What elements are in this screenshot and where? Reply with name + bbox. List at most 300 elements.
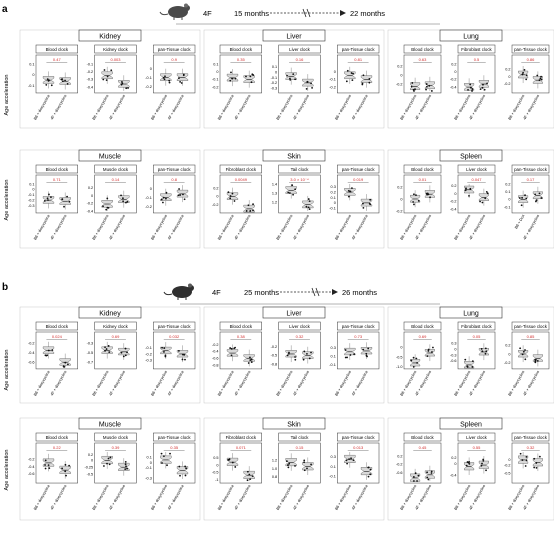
tissue-title: Liver xyxy=(286,33,302,41)
clock-name: pan-Tissue clock xyxy=(157,167,191,172)
clock-name: Fibroblast clock xyxy=(225,167,257,172)
data-point xyxy=(352,73,354,75)
p-value: 0.15 xyxy=(295,445,304,450)
clock-subplot xyxy=(271,45,321,121)
tissue-title: Muscle xyxy=(98,153,122,161)
data-point xyxy=(367,467,369,469)
data-point xyxy=(524,194,526,196)
data-point xyxy=(536,467,538,469)
y-tick-label: 0.2 xyxy=(505,67,511,72)
data-point xyxy=(252,475,254,477)
y-tick-label: -0.6 xyxy=(449,359,457,364)
data-point xyxy=(413,357,415,359)
clock-subplot xyxy=(271,322,321,397)
data-point xyxy=(229,80,231,82)
y-tick-label: 0.2 xyxy=(505,182,511,187)
y-tick-label: -0.1 xyxy=(145,345,152,350)
x-category-label: 4F + doxycycline xyxy=(167,484,185,511)
data-point xyxy=(247,479,249,481)
data-point xyxy=(484,89,486,91)
y-tick-label: 1.3 xyxy=(271,191,278,196)
timeline-end: 26 months xyxy=(342,288,378,297)
p-value: 0.071 xyxy=(235,445,246,450)
clock-subplot xyxy=(329,322,379,397)
data-point xyxy=(309,200,311,202)
x-category-label: B6 + doxycycline xyxy=(217,213,235,241)
x-category-label: 4F + doxycycline xyxy=(522,484,541,511)
clock-subplot xyxy=(87,165,137,241)
y-tick-label: -0.2 xyxy=(211,342,219,347)
clock-name: Blood clock xyxy=(45,435,69,440)
data-point xyxy=(45,468,47,470)
tissue-title: Skin xyxy=(287,153,301,161)
data-point xyxy=(303,351,305,353)
y-tick-label: -0.3 xyxy=(449,353,457,358)
clock-subplot xyxy=(28,433,78,511)
data-point xyxy=(106,198,108,200)
y-tick-label: -0.2 xyxy=(270,81,278,86)
x-category-label: B6 + doxycycline xyxy=(275,369,294,397)
data-point xyxy=(309,358,311,360)
data-point xyxy=(522,74,524,76)
data-point xyxy=(526,459,528,461)
data-point xyxy=(310,83,312,85)
data-point xyxy=(230,71,232,73)
p-value: 0.47 xyxy=(52,57,61,62)
data-point xyxy=(288,352,290,354)
p-value: 0.047 xyxy=(471,177,482,182)
y-tick-label: -0.5 xyxy=(270,353,278,358)
data-point xyxy=(485,469,487,471)
y-tick-label: -0.1 xyxy=(145,195,152,200)
data-point xyxy=(166,464,168,466)
data-point xyxy=(69,201,71,203)
data-point xyxy=(311,87,313,89)
clock-subplot xyxy=(212,433,262,511)
data-point xyxy=(178,466,180,468)
clock-name: Blood clock xyxy=(229,324,253,329)
clock-subplot xyxy=(28,165,78,241)
data-point xyxy=(182,359,184,361)
data-point xyxy=(64,362,66,364)
y-tick-label: 0 xyxy=(400,197,403,202)
data-point xyxy=(106,463,108,465)
timeline-label: 4F xyxy=(203,9,212,18)
data-point xyxy=(294,465,296,467)
data-point xyxy=(307,81,309,83)
x-category-label: B6 + doxycycline xyxy=(334,93,353,121)
data-point xyxy=(181,82,183,84)
tissue-group-liver xyxy=(204,307,384,403)
data-point xyxy=(166,192,168,194)
y-tick-label: 0.1 xyxy=(330,195,336,200)
clock-name: Liver clock xyxy=(466,167,487,172)
clock-subplot xyxy=(450,45,495,121)
data-point xyxy=(481,350,483,352)
data-point xyxy=(163,77,165,79)
y-tick-label: -0.4 xyxy=(449,473,457,478)
clock-name: Blood clock xyxy=(45,47,69,52)
data-point xyxy=(306,467,308,469)
data-point xyxy=(470,87,472,89)
data-point xyxy=(287,192,289,194)
data-point xyxy=(44,200,46,202)
data-point xyxy=(67,363,69,365)
data-point xyxy=(368,476,370,478)
data-point xyxy=(351,79,353,81)
tissue-group-spleen xyxy=(388,150,554,248)
y-tick-label: -0.5 xyxy=(211,470,219,475)
clock-name: Kidney clock xyxy=(103,47,128,52)
p-value: 0.32 xyxy=(295,334,304,339)
p-value: 0.05 xyxy=(472,334,481,339)
y-tick-label: -1.0 xyxy=(395,365,403,370)
clock-name: Fibroblast clock xyxy=(225,435,257,440)
p-value: 0.35 xyxy=(170,445,179,450)
data-point xyxy=(185,475,187,477)
data-point xyxy=(169,453,171,455)
data-point xyxy=(108,458,110,460)
y-tick-label: -0.1 xyxy=(329,363,336,368)
y-tick-label: -0.5 xyxy=(395,355,403,360)
data-point xyxy=(427,192,429,194)
x-category-label: B6 + doxycycline xyxy=(150,213,169,241)
data-point xyxy=(418,200,420,202)
p-value: 0.45 xyxy=(418,445,427,450)
data-point xyxy=(46,354,48,356)
data-point xyxy=(106,79,108,81)
y-tick-label: -0.2 xyxy=(211,85,219,90)
x-category-label: 4F + doxycycline xyxy=(351,484,369,511)
data-point xyxy=(249,478,251,480)
p-value: 0.019 xyxy=(353,177,364,182)
data-point xyxy=(535,462,537,464)
x-category-label: B6 + doxycycline xyxy=(91,213,110,241)
data-point xyxy=(185,467,187,469)
p-value: 0.81 xyxy=(354,57,363,62)
data-point xyxy=(362,349,364,351)
clock-subplot xyxy=(329,433,379,511)
data-point xyxy=(184,198,186,200)
clock-subplot xyxy=(504,165,549,241)
data-point xyxy=(248,362,250,364)
p-value: 0.35 xyxy=(236,57,245,62)
clock-name: pan-Tissue clock xyxy=(341,324,375,329)
x-category-label: B6 + doxycycline xyxy=(399,93,418,121)
data-point xyxy=(251,73,253,75)
data-point xyxy=(291,184,293,186)
y-tick-label: -0.6 xyxy=(211,356,219,361)
y-tick-label: -0.5 xyxy=(503,471,511,476)
data-point xyxy=(161,453,163,455)
data-point xyxy=(367,348,369,350)
tissue-group-spleen xyxy=(388,418,554,520)
p-value: 0.55 xyxy=(472,445,481,450)
timeline-end: 22 months xyxy=(350,9,386,18)
y-tick-label: -0.1 xyxy=(27,83,35,88)
data-point xyxy=(413,193,415,195)
data-point xyxy=(127,87,129,89)
tissue-group-muscle xyxy=(20,150,200,248)
y-tick-label: -0.4 xyxy=(86,85,94,90)
data-point xyxy=(418,475,420,477)
y-tick-label: -0.3 xyxy=(145,476,152,481)
data-point xyxy=(415,358,417,360)
data-point xyxy=(481,87,483,89)
data-point xyxy=(178,194,180,196)
y-tick-label: -0.1 xyxy=(145,75,152,80)
x-category-label: 4F + doxycycline xyxy=(351,213,369,241)
data-point xyxy=(480,88,482,90)
data-point xyxy=(534,361,536,363)
tissue-group-liver xyxy=(204,30,384,128)
y-tick-label: 0.1 xyxy=(146,455,152,460)
clock-name: Blood clock xyxy=(45,324,69,329)
data-point xyxy=(306,353,308,355)
tissue-title: Kidney xyxy=(99,33,121,41)
clock-subplot xyxy=(504,433,549,511)
y-tick-label: -0.2 xyxy=(503,463,511,468)
data-point xyxy=(427,479,429,481)
data-point xyxy=(522,353,524,355)
data-point xyxy=(536,199,538,201)
clock-subplot xyxy=(87,322,137,397)
data-point xyxy=(65,464,67,466)
data-point xyxy=(481,463,483,465)
data-point xyxy=(45,354,47,356)
data-point xyxy=(522,72,524,74)
x-category-label: B6 + doxycycline xyxy=(33,484,51,511)
data-point xyxy=(431,351,433,353)
y-tick-label: 0 xyxy=(333,70,336,75)
data-point xyxy=(102,205,104,207)
data-point xyxy=(348,190,350,192)
y-tick-label: -0.8 xyxy=(270,362,278,367)
data-point xyxy=(294,188,296,190)
y-tick-label: -0.2 xyxy=(329,85,336,90)
y-tick-label: -0.2 xyxy=(145,84,152,89)
data-point xyxy=(467,366,469,368)
data-point xyxy=(427,355,429,357)
y-tick-label: -0.3 xyxy=(145,358,152,363)
x-category-label: B6 + doxycycline xyxy=(453,93,472,121)
clock-name: pan-Tissue clock xyxy=(157,435,191,440)
y-tick-label: -0.2 xyxy=(27,457,35,462)
x-category-label: B6 + doxycycline xyxy=(453,213,472,241)
x-category-label: B6 + doxycycline xyxy=(150,484,169,511)
data-point xyxy=(104,346,106,348)
data-point xyxy=(413,480,415,482)
data-point xyxy=(126,468,128,470)
data-point xyxy=(249,359,251,361)
mouse-icon xyxy=(160,4,190,21)
data-point xyxy=(249,357,251,359)
y-tick-label: -0.2 xyxy=(395,209,403,214)
y-tick-label: 0.2 xyxy=(213,186,219,191)
tissue-title: Lung xyxy=(463,33,479,41)
tissue-title: Lung xyxy=(463,310,479,318)
data-point xyxy=(425,89,427,91)
data-point xyxy=(64,366,66,368)
x-category-label: 4F + doxycycline xyxy=(292,369,311,397)
y-tick-label: 0.8 xyxy=(271,475,278,480)
x-category-label: 4F + doxycycline xyxy=(233,369,252,397)
data-point xyxy=(121,81,123,83)
y-tick-label: -0.2 xyxy=(86,70,94,75)
x-category-label: B6 + doxycycline xyxy=(399,369,418,397)
x-category-label: 4F + doxycycline xyxy=(49,369,68,397)
data-point xyxy=(68,465,70,467)
y-tick-label: 0 xyxy=(149,186,152,191)
y-tick-label: 0 xyxy=(508,458,511,463)
data-point xyxy=(184,359,186,361)
y-tick-label: -0.1 xyxy=(329,206,336,211)
x-category-label: B6 + doxycycline xyxy=(334,484,353,511)
y-tick-label: -0.1 xyxy=(503,205,511,210)
data-point xyxy=(346,459,348,461)
y-tick-label: 0.2 xyxy=(87,453,94,458)
y-tick-label: 0.1 xyxy=(330,464,336,469)
x-category-label: 4F + doxycycline xyxy=(167,213,185,241)
clock-subplot xyxy=(145,165,195,241)
x-category-label: B6 + doxycycline xyxy=(453,484,472,511)
data-point xyxy=(228,191,230,193)
p-value: 0.63 xyxy=(418,57,427,62)
arrow-icon xyxy=(332,289,338,295)
p-value: 0.5 xyxy=(473,57,480,62)
p-value: 0.9 xyxy=(171,57,177,62)
y-tick-label: -0.1 xyxy=(329,77,336,82)
data-point xyxy=(164,75,166,77)
data-point xyxy=(471,366,473,368)
y-tick-label: -0.2 xyxy=(395,462,403,467)
y-tick-label: -0.1 xyxy=(270,75,278,80)
data-point xyxy=(524,69,526,71)
data-point xyxy=(61,198,63,200)
data-point xyxy=(351,187,353,189)
data-point xyxy=(294,356,296,358)
clock-name: Liver clock xyxy=(466,435,487,440)
data-point xyxy=(362,203,364,205)
data-point xyxy=(485,350,487,352)
clock-name: Blood clock xyxy=(411,435,434,440)
data-point xyxy=(431,470,433,472)
data-point xyxy=(536,75,538,77)
y-tick-label: -0.2 xyxy=(270,345,278,350)
data-point xyxy=(353,353,355,355)
x-category-label: 4F + doxycycline xyxy=(414,484,433,511)
y-tick-label: -1 xyxy=(215,477,219,482)
data-point xyxy=(523,351,525,353)
x-category-label: 4F + doxycycline xyxy=(468,93,487,121)
data-point xyxy=(467,89,469,91)
data-point xyxy=(47,199,49,201)
y-tick-label: -0.2 xyxy=(86,201,94,206)
clock-name: Blood clock xyxy=(45,167,69,172)
data-point xyxy=(182,194,184,196)
data-point xyxy=(120,194,122,196)
data-point xyxy=(126,201,128,203)
p-value: 0.8 xyxy=(171,177,177,182)
y-tick-label: -0.2 xyxy=(27,341,35,346)
x-category-label: 4F + doxycycline xyxy=(49,484,68,511)
data-point xyxy=(178,350,180,352)
data-point xyxy=(233,347,235,349)
x-category-label: 4F + doxycycline xyxy=(108,369,127,397)
y-tick-label: -0.1 xyxy=(329,474,336,479)
data-point xyxy=(163,455,165,457)
x-category-label: B6 + doxycycline xyxy=(217,484,235,511)
y-tick-label: 0.2 xyxy=(451,456,457,461)
data-point xyxy=(363,74,365,76)
clock-subplot xyxy=(396,433,441,511)
y-tick-label: 0.3 xyxy=(330,455,336,460)
data-point xyxy=(519,347,521,349)
data-point xyxy=(64,471,66,473)
data-point xyxy=(521,204,523,206)
data-point xyxy=(161,199,163,201)
data-point xyxy=(412,201,414,203)
x-category-label: B6 + doxycycline xyxy=(507,484,526,511)
y-axis-label: Age acceleration xyxy=(4,349,10,391)
x-category-label: 4F + doxycycline xyxy=(292,213,311,241)
data-point xyxy=(230,195,232,197)
clock-name: pan-Tissue clock xyxy=(157,324,191,329)
y-tick-label: -0.2 xyxy=(503,82,511,87)
clock-subplot xyxy=(504,45,549,121)
y-tick-label: 1.2 xyxy=(271,458,278,463)
x-category-label: B6 + doxycycline xyxy=(33,93,51,121)
data-point xyxy=(292,73,294,75)
y-tick-label: -0.4 xyxy=(27,351,35,356)
y-tick-label: 0.1 xyxy=(213,62,219,67)
y-tick-label: 0.1 xyxy=(271,64,278,69)
data-point xyxy=(288,463,290,465)
y-tick-label: -0.3 xyxy=(270,86,278,91)
data-point xyxy=(416,362,418,364)
data-point xyxy=(303,461,305,463)
clock-subplot xyxy=(504,322,549,397)
data-point xyxy=(105,209,107,211)
data-point xyxy=(234,200,236,202)
data-point xyxy=(61,78,63,80)
data-point xyxy=(48,350,50,352)
data-point xyxy=(165,356,167,358)
y-tick-label: -0.4 xyxy=(449,85,457,90)
clock-subplot xyxy=(450,322,495,397)
data-point xyxy=(229,197,231,199)
p-value: 0.69 xyxy=(111,334,120,339)
x-category-label: 4F + doxycycline xyxy=(167,369,185,397)
y-tick-label: 0.2 xyxy=(397,64,403,69)
data-point xyxy=(413,204,415,206)
data-point xyxy=(289,79,291,81)
data-point xyxy=(294,359,296,361)
tissue-group-skin xyxy=(204,150,384,248)
y-tick-label: -0.5 xyxy=(86,472,94,477)
y-tick-label: 1.4 xyxy=(271,182,278,187)
clock-subplot xyxy=(329,165,379,241)
data-point xyxy=(248,474,250,476)
data-point xyxy=(485,347,487,349)
data-point xyxy=(163,347,165,349)
tissue-group-skin xyxy=(204,418,384,520)
y-tick-label: -0.4 xyxy=(211,349,219,354)
data-point xyxy=(126,351,128,353)
x-category-label: 4F + doxycycline xyxy=(108,93,127,121)
data-point xyxy=(415,472,417,474)
x-category-label: 4F + doxycycline xyxy=(108,213,127,241)
